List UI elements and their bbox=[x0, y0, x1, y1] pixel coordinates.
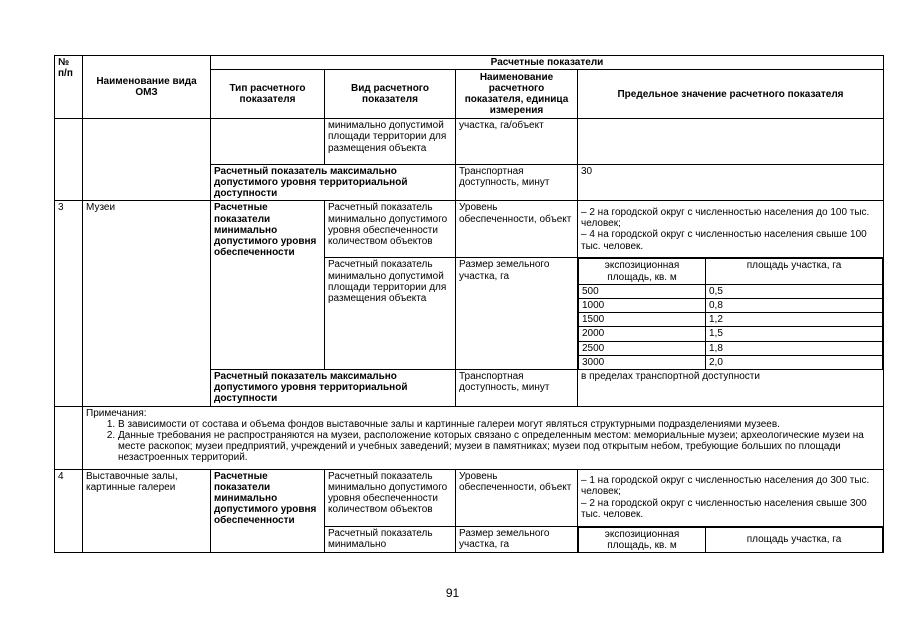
row3-area-subtable bbox=[578, 258, 883, 369]
header-group: Расчетные показатели bbox=[211, 56, 884, 70]
subtable-row bbox=[579, 284, 883, 298]
subtable-area-value: 1000 bbox=[579, 298, 706, 312]
page-number: 91 bbox=[445, 586, 460, 600]
regulation-table bbox=[54, 55, 884, 553]
subtable-site-value: 1,8 bbox=[706, 341, 883, 355]
row3-name: Музеи bbox=[83, 201, 211, 406]
cont-name-cell bbox=[83, 119, 211, 165]
row3-kind2: Расчетный показатель минимально допустимой площади территории для размещения объекта bbox=[325, 258, 456, 370]
subtable-h2: площадь участка, га bbox=[706, 259, 883, 284]
notes-row bbox=[55, 406, 884, 469]
row3-type: Расчетные показатели минимально допустимого уровня обеспеченности bbox=[211, 201, 325, 370]
notes-list bbox=[86, 419, 880, 464]
cont-transport-unit: Транспортная доступность, минут bbox=[456, 164, 578, 201]
row4-unit2: Размер земельного участка, га bbox=[456, 526, 578, 552]
header-type: Тип расчетного показателя bbox=[211, 70, 325, 119]
cont-name-cell-2 bbox=[83, 164, 211, 201]
cont-type-cell bbox=[211, 119, 325, 165]
cont-row-area bbox=[55, 119, 884, 165]
cont-num-cell-2 bbox=[55, 164, 83, 201]
subtable-row bbox=[579, 298, 883, 312]
row3-transport-label: Расчетный показатель максимально допустимого уровня территориальной доступности bbox=[211, 369, 456, 406]
subtable-site-value: 0,5 bbox=[706, 284, 883, 298]
note-1: 1. В зависимости от состава и объема фондов выставочные залы и картинные галереи могут являться структурными подразделениями музеев. bbox=[118, 419, 880, 430]
row4-limit1-a: – 1 на городской округ с численностью населения до 300 тыс. человек; bbox=[581, 475, 870, 498]
header-num: № п/п bbox=[55, 56, 83, 119]
subtable-site-value: 0,8 bbox=[706, 298, 883, 312]
subtable-row bbox=[579, 341, 883, 355]
row4-objects bbox=[55, 469, 884, 526]
row4-area-subtable-cell bbox=[578, 526, 884, 552]
row4-kind1: Расчетный показатель минимально допустимого уровня обеспеченности количеством объектов bbox=[325, 469, 456, 526]
row3-unit2: Размер земельного участка, га bbox=[456, 258, 578, 370]
subtable-area-value: 2500 bbox=[579, 341, 706, 355]
subtable-header bbox=[579, 259, 883, 284]
row4-name: Выставочные залы, картинные галереи bbox=[83, 469, 211, 552]
row3-unit1: Уровень обеспеченности, объект bbox=[456, 201, 578, 258]
row4-limit1 bbox=[578, 469, 884, 526]
cont-transport-label: Расчетный показатель максимально допустимого уровня территориальной доступности bbox=[211, 164, 456, 201]
row4-subtable-h2: площадь участка, га bbox=[706, 527, 883, 552]
subtable-site-value: 2,0 bbox=[706, 355, 883, 369]
cont-unit: участка, га/объект bbox=[456, 119, 578, 165]
row3-objects bbox=[55, 201, 884, 258]
subtable-area-value: 500 bbox=[579, 284, 706, 298]
row4-unit1: Уровень обеспеченности, объект bbox=[456, 469, 578, 526]
subtable-area-value: 3000 bbox=[579, 355, 706, 369]
header-unit: Наименование расчетного показателя, единица измерения bbox=[456, 70, 578, 119]
subtable-row bbox=[579, 313, 883, 327]
notes-title: Примечания: bbox=[86, 407, 147, 419]
header-name: Наименование вида ОМЗ bbox=[83, 56, 211, 119]
row4-limit1-b: – 2 на городской округ с численностью населения свыше 300 тыс. человек. bbox=[581, 497, 867, 520]
cont-num-cell bbox=[55, 119, 83, 165]
header-kind: Вид расчетного показателя bbox=[325, 70, 456, 119]
subtable-h1: экспозиционная площадь, кв. м bbox=[579, 259, 706, 284]
subtable-row bbox=[579, 327, 883, 341]
row3-transport-unit: Транспортная доступность, минут bbox=[456, 369, 578, 406]
notes bbox=[83, 406, 884, 469]
subtable-area-value: 1500 bbox=[579, 313, 706, 327]
cont-row-transport bbox=[55, 164, 884, 201]
row4-area-subtable bbox=[578, 527, 883, 552]
row3-num: 3 bbox=[55, 201, 83, 406]
notes-num-cell bbox=[55, 406, 83, 469]
row4-kind2: Расчетный показатель минимально bbox=[325, 526, 456, 552]
row3-area-subtable-cell bbox=[578, 258, 884, 370]
row4-subtable-h1: экспозиционная площадь, кв. м bbox=[579, 527, 706, 552]
subtable-site-value: 1,2 bbox=[706, 313, 883, 327]
subtable-area-value: 2000 bbox=[579, 327, 706, 341]
cont-transport-value: 30 bbox=[578, 164, 884, 201]
note-2: 2. Данные требования не распространяются на музеи, расположение которых связано с определенным местом: мемориальные музеи; археологические музеи на месте раскопок; музеи предприятий, учреждений и учебных заведений; музеи в памятниках; музеи под открытым небом, требующие больших по площади незастроенных территорий. bbox=[118, 430, 880, 464]
row4-type: Расчетные показатели минимально допустимого уровня обеспеченности bbox=[211, 469, 325, 552]
row3-limit1-a: – 2 на городской округ с численностью населения до 100 тыс. человек; bbox=[581, 206, 870, 230]
row3-transport-value: в пределах транспортной доступности bbox=[578, 369, 884, 406]
row3-limit1-b: – 4 на городской округ с численностью населения свыше 100 тыс. человек. bbox=[581, 229, 867, 252]
cont-kind: минимально допустимой площади территории для размещения объекта bbox=[325, 119, 456, 165]
cont-limit bbox=[578, 119, 884, 165]
subtable-header bbox=[579, 527, 883, 552]
header-limit: Предельное значение расчетного показателя bbox=[578, 70, 884, 119]
subtable-site-value: 1,5 bbox=[706, 327, 883, 341]
subtable-row bbox=[579, 355, 883, 369]
header-row bbox=[55, 56, 884, 70]
row3-limit1 bbox=[578, 201, 884, 258]
row4-num: 4 bbox=[55, 469, 83, 552]
row3-kind1: Расчетный показатель минимально допустимого уровня обеспеченности количеством объектов bbox=[325, 201, 456, 258]
